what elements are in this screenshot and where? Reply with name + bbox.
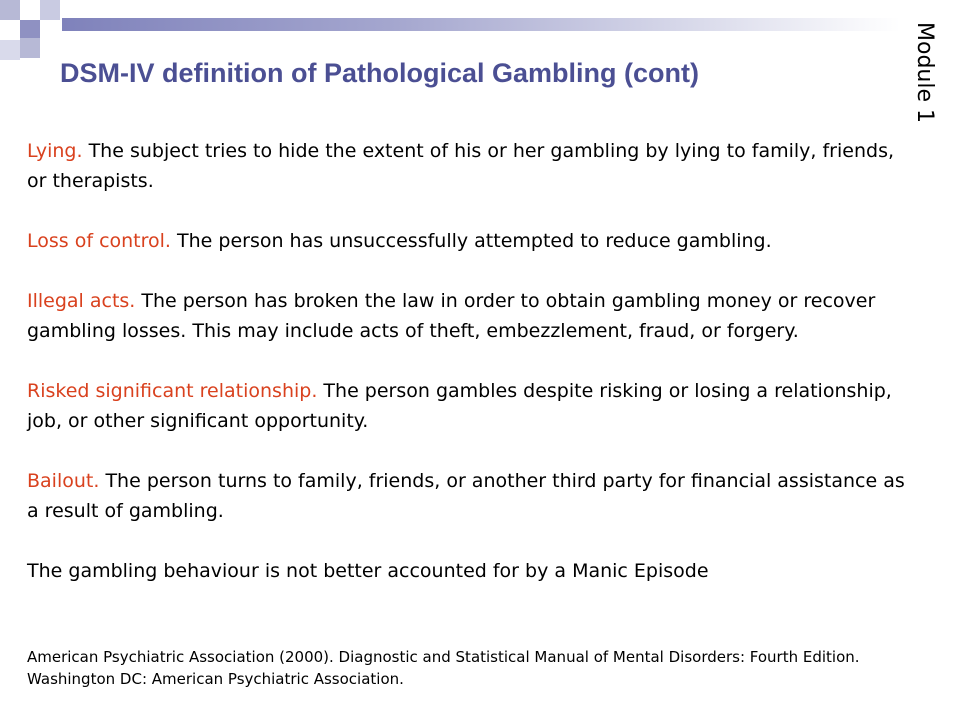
- criteria-list: [27, 136, 917, 586]
- closing-statement: The gambling behaviour is not better accounted for by a Manic Episode: [27, 560, 709, 582]
- criterion-description: The person turns to family, friends, or another third party for financial assistance as a result of gambling.: [27, 470, 905, 522]
- decorative-square: [20, 20, 40, 40]
- decorative-square: [0, 0, 20, 20]
- criterion-term: Risked significant relationship.: [27, 380, 318, 402]
- criterion-bailout: [27, 466, 917, 526]
- criterion-term: Illegal acts.: [27, 290, 136, 312]
- decorative-square: [20, 38, 40, 58]
- decorative-square: [0, 20, 20, 40]
- decorative-square: [0, 40, 20, 60]
- reference-citation: American Psychiatric Association (2000). Diagnostic and Statistical Manual of Mental Disorders: Fourth Edition. Washington DC: American Psychiatric Association.: [27, 648, 860, 688]
- criterion-illegal-acts: [27, 286, 917, 346]
- header-gradient-bar: [62, 18, 900, 31]
- criterion-description: The person has broken the law in order to obtain gambling money or recover gambling losses. This may include acts of theft, embezzlement, fraud, or forgery.: [27, 290, 876, 342]
- decorative-square: [20, 0, 40, 20]
- criterion-description: The person gambles despite risking or losing a relationship, job, or other significant opportunity.: [27, 380, 892, 432]
- criterion-description: The subject tries to hide the extent of his or her gambling by lying to family, friends, or therapists.: [27, 140, 895, 192]
- decorative-square: [40, 0, 60, 20]
- criterion-term: Bailout.: [27, 470, 100, 492]
- criterion-description: The person has unsuccessfully attempted to reduce gambling.: [177, 230, 772, 252]
- criterion-loss-of-control: [27, 226, 917, 256]
- criterion-term: Lying.: [27, 140, 83, 162]
- criterion-term: Loss of control.: [27, 230, 171, 252]
- criterion-risked-relationship: [27, 376, 917, 436]
- module-label: Module 1: [912, 22, 937, 123]
- criterion-lying: [27, 136, 917, 196]
- slide-title: DSM-IV definition of Pathological Gambling (cont): [60, 58, 699, 88]
